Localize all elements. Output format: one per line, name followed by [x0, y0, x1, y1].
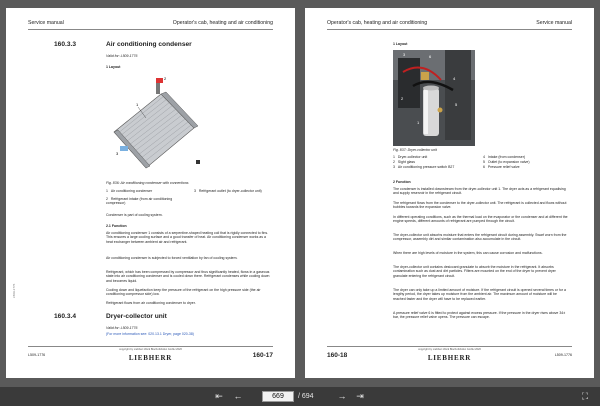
right-page: [305, 8, 594, 378]
legend-text: Dryer-collector unit: [397, 155, 428, 159]
more-info-link[interactable]: (For more information see: 020.13.1 Dryer, page 020-38): [106, 332, 194, 336]
legend-num: 1: [393, 155, 395, 159]
svg-text:1: 1: [417, 120, 420, 125]
footer-doc-id: L509-1776: [28, 353, 46, 357]
page-number-input[interactable]: [262, 391, 294, 402]
left-page: [6, 8, 295, 378]
legend-num: 1: [106, 189, 108, 193]
fullscreen-icon[interactable]: ⛶: [581, 391, 589, 401]
page-number-right: 160-18: [327, 352, 348, 359]
legend-num: 3: [194, 189, 196, 193]
legend-left-1: [106, 189, 152, 193]
fig-caption-left: Fig. 836: Air conditioning condenser with connections: [106, 181, 189, 185]
first-page-icon[interactable]: ⇤: [215, 391, 223, 401]
footer-doc-id-right: L509-1776: [554, 353, 572, 357]
footer-copyright-right: copyright by Liebherr-Werk Bischofshofen GmbH 2020: [418, 348, 481, 351]
function-para-4: Cooling down and liquefaction keep the pressure of the refrigerant on the high pressure side (the air conditioning compressor side) low.: [106, 288, 261, 297]
legend-num: 6: [483, 165, 485, 169]
right-para-4: The dryer-collector unit absorbs moisture that enters the refrigerant circuit during assembly. Swarf worn from the compressor, assembly dirt and similar contamination also accumulate in the circuit.: [393, 233, 567, 242]
function-para-1: Air conditioning condenser 1 consists of a serpentine-shaped heating coil that is rigidly connected to fins. This ensures a large cooling surface and a good transfer of heat. Air conditioning condenser works as a heat exchanger between ambient air and refrigerant.: [106, 231, 269, 244]
right-header-left: Operator's cab, heating and air conditioning: [327, 20, 428, 26]
left-header-left: Service manual: [28, 20, 64, 26]
footer-logo-right: LIEBHERR: [427, 354, 472, 362]
svg-text:5: 5: [455, 102, 458, 107]
condenser-illustration: [106, 72, 206, 182]
right-para-2: The refrigerant flows from the condenser to the dryer-collector unit. The refrigerant is collected and flows without bubbles towards the expansion valve.: [393, 201, 567, 210]
left-header: [28, 18, 273, 30]
right-para-8: A pressure relief valve 6 is fitted to protect against excess pressure. If the pressure in the dryer rises above 34± bar, the pressure relief valve opens. The pressure can escape.: [393, 311, 566, 320]
right-footer: [327, 346, 572, 364]
footer-copyright: copyright by Liebherr-Werk Bischofshofen GmbH 2020: [119, 348, 182, 351]
layout-heading-right: 1 Layout: [393, 42, 408, 46]
function-para-3: Refrigerant, which has been compressed by compressor and thus significantly heated, flows in a gaseous state into air conditioning condenser and is cooled down there. Refrigerant condenses while cooling down and becomes liquid.: [106, 270, 270, 283]
valid-for-2: Valid for: L509-1776: [106, 326, 138, 330]
legend-text: Air conditioning pressure switch B27: [397, 165, 455, 169]
legend-right-5: [483, 160, 530, 164]
right-para-5: When there are high levels of moisture in the system, this can cause corrosion and malfunctions.: [393, 251, 543, 255]
legend-text: Sight glass: [397, 160, 415, 164]
left-footer: [28, 346, 273, 364]
legend-right-6: [483, 165, 520, 169]
legend-text: Refrigerant intake (from air conditioning compressor): [106, 197, 173, 206]
function-para-2: Air conditioning condenser is subjected to forced ventilation by fan of cooling system.: [106, 256, 238, 260]
svg-text:6: 6: [429, 54, 432, 59]
right-para-3: In different operating conditions, such as the thermal load on the evaporator or the condenser and at different the engine speeds, different amounts of refrigerant are pumped through the circuit.: [393, 215, 568, 224]
legend-num: 3: [393, 165, 395, 169]
legend-num: 2: [106, 197, 108, 201]
legend-num: 4: [483, 155, 485, 159]
section-num-1: 160.3.3: [54, 41, 76, 48]
legend-left-2: [106, 197, 181, 206]
prev-page-icon[interactable]: ←: [233, 391, 243, 401]
legend-right-4: [483, 155, 525, 159]
fig-caption-right: Fig. 837: Dryer-collector unit: [393, 148, 437, 152]
pdf-toolbar: [0, 387, 600, 406]
legend-right-2: [393, 160, 415, 164]
valid-for-1: Valid for: L509-1776: [106, 54, 138, 58]
svg-text:4: 4: [453, 76, 456, 81]
left-header-right: Operator's cab, heating and air conditioning: [172, 20, 273, 26]
legend-right-1: [393, 155, 427, 159]
svg-text:2: 2: [164, 76, 167, 81]
legend-num: 5: [483, 160, 485, 164]
dryer-photo: [393, 50, 475, 146]
right-para-7: The dryer can only take up a limited amount of moisture. If the refrigerant circuit is opened several times or for a lengthy period, the dryer takes up moisture from the ambient air. The maximum amount of moisture will be reached faster and the dryer will have to be replaced earlier.: [393, 288, 566, 301]
para-part: Condenser is part of cooling system.: [106, 213, 163, 217]
svg-text:2: 2: [401, 96, 404, 101]
side-doc-id: L509-1776: [12, 283, 16, 298]
legend-right-3: [393, 165, 473, 169]
function-para-5: Refrigerant flows from air conditioning condenser to dryer.: [106, 301, 196, 305]
section-title-2: Dryer-collector unit: [106, 313, 167, 320]
legend-text: Air conditioning condenser: [110, 189, 153, 193]
right-para-1: The condenser is installed downstream from the dryer-collector unit 1. The dryer acts as a refrigerant equalising and supply reservoir in the refrigerant circuit.: [393, 187, 566, 196]
section-num-2: 160.3.4: [54, 313, 76, 320]
right-header-right: Service manual: [536, 20, 572, 26]
svg-text:3: 3: [116, 151, 119, 156]
section-title-1: Air conditioning condenser: [106, 41, 192, 48]
page-number-left: 160-17: [252, 352, 273, 359]
layout-heading-left: 1 Layout: [106, 65, 121, 69]
right-para-6: The dryer-collector unit contains desiccant granulate to absorb the moisture in the refrigerant. It absorbs contamination such as dust and dirt particles. Filters are mounted on the end of the dryer to prevent dryer granulate entering the refrigerant circuit.: [393, 265, 556, 278]
legend-text: Refrigerant outlet (to dryer-collector unit): [198, 189, 262, 193]
function-heading-right: 2 Function: [393, 180, 411, 184]
legend-text: Intake (from condenser): [487, 155, 526, 159]
svg-text:3: 3: [403, 52, 406, 57]
svg-text:1: 1: [136, 102, 139, 107]
footer-logo: LIEBHERR: [128, 354, 173, 362]
legend-num: 2: [393, 160, 395, 164]
next-page-icon[interactable]: →: [337, 391, 347, 401]
function-heading-left: 2.1 Function: [106, 224, 127, 228]
right-header: [327, 18, 572, 30]
last-page-icon[interactable]: ⇥: [356, 391, 364, 401]
page-total: / 694: [298, 393, 314, 400]
legend-text: Outlet (to expansion valve): [487, 160, 530, 164]
legend-left-3: [194, 189, 272, 193]
legend-text: Pressure relief valve: [487, 165, 520, 169]
